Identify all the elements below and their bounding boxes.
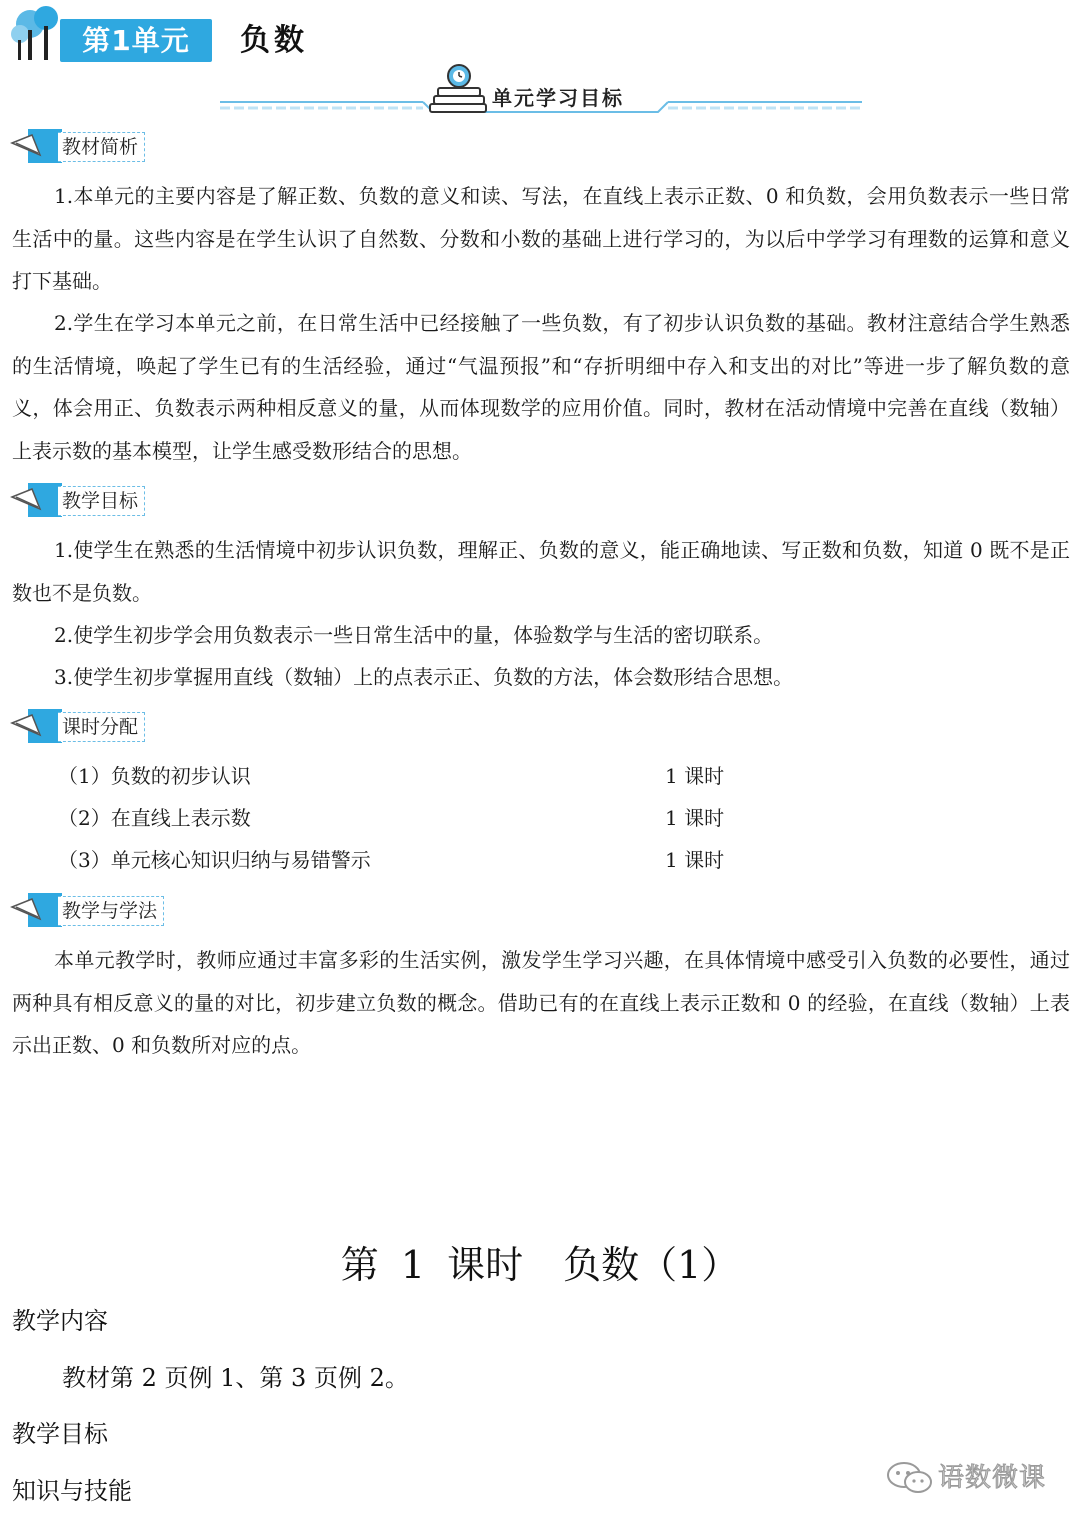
section-tag-label: 课时分配 <box>58 712 145 742</box>
goal-item-1: 1.使学生在熟悉的生活情境中初步认识负数，理解正、负数的意义，能正确地读、写正数和负数，知道 0 既不是正数也不是负数。 <box>12 538 1070 605</box>
section-tag-label: 教学与学法 <box>58 896 164 926</box>
pencil-tag-icon <box>10 893 62 927</box>
goal-item-2: 2.使学生初步学会用负数表示一些日常生活中的量，体验数学与生活的密切联系。 <box>54 623 774 647</box>
unit-title: 负数 <box>240 23 308 58</box>
schedule-row-3-hours: 1 课时 <box>665 848 725 872</box>
goal-banner-title: 单元学习目标 <box>492 86 624 110</box>
pencil-tag-icon <box>10 483 62 517</box>
schedule-row-2-hours: 1 课时 <box>665 806 725 830</box>
lesson-content-heading: 教学内容 <box>12 1307 108 1335</box>
pencil-tag-icon <box>10 129 62 163</box>
section-tag-goals <box>10 483 170 517</box>
wechat-icon <box>884 1460 936 1496</box>
analysis-paragraph-2: 2.学生在学习本单元之前，在日常生活中已经接触了一些负数，有了初步认识负数的基础。教材注意结合学生熟悉的生活情境，唤起了学生已有的生活经验，通过“气温预报”和“存折明细中存入和支出的对比”等进一步了解负数的意义，体会用正、负数表示两种相反意义的量，从而体现数学的应用价值。同时，教材在活动情境中完善在直线（数轴）上表示数的基本模型，让学生感受数形结合的思想。 <box>12 311 1070 463</box>
section-tag-label: 教学目标 <box>58 486 145 516</box>
lesson-content-text: 教材第 2 页例 1、第 3 页例 2。 <box>62 1364 409 1392</box>
section-tag-schedule <box>10 709 170 743</box>
pencil-tag-icon <box>10 709 62 743</box>
analysis-paragraph-1: 1.本单元的主要内容是了解正数、负数的意义和读、写法，在直线上表示正数、0 和负数，会用负数表示一些日常生活中的量。这些内容是在学生认识了自然数、分数和小数的基础上进行学习的，为以后中学学习有理数的运算和意义打下基础。 <box>12 184 1070 293</box>
schedule-row-3-name: （3）单元核心知识归纳与易错警示 <box>58 848 371 872</box>
methods-paragraph: 本单元教学时，教师应通过丰富多彩的生活实例，激发学生学习兴趣，在具体情境中感受引入负数的必要性，通过两种具有相反意义的量的对比，初步建立负数的概念。借助已有的在直线上表示正数和 0 的经验，在直线（数轴）上表示出正数、0 和负数所对应的点。 <box>12 948 1070 1057</box>
unit-badge: 第1单元 <box>60 19 212 62</box>
schedule-row-1-name: （1）负数的初步认识 <box>58 764 251 788</box>
books-clock-icon <box>428 62 490 114</box>
lesson-title <box>0 1236 1080 1294</box>
watermark-text: 语数微课 <box>938 1463 1047 1493</box>
watermark <box>880 1458 1060 1498</box>
lesson-goals-heading: 教学目标 <box>12 1420 108 1448</box>
section-tag-analysis <box>10 129 170 163</box>
lesson-title-topic: 负数（1） <box>563 1243 740 1287</box>
section-tag-label: 教材简析 <box>58 132 145 162</box>
schedule-row-1-hours: 1 课时 <box>665 764 725 788</box>
goal-item-3: 3.使学生初步掌握用直线（数轴）上的点表示正、负数的方法，体会数形结合思想。 <box>54 665 794 689</box>
lesson-skills-heading: 知识与技能 <box>12 1477 132 1505</box>
section-tag-methods <box>10 893 190 927</box>
tree-logo-icon <box>8 4 64 62</box>
schedule-row-2-name: （2）在直线上表示数 <box>58 806 251 830</box>
lesson-title-number: 第 1 课时 <box>340 1243 524 1287</box>
